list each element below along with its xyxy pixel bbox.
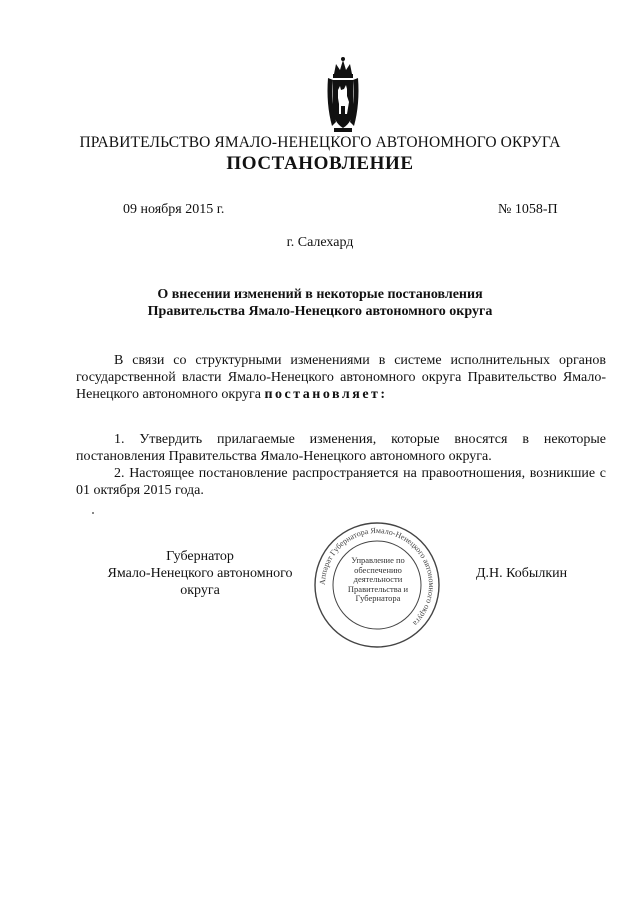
- stamp-center-text: Управление по обеспечению деятельности Правительства и Губернатора: [347, 555, 409, 603]
- signatory-position-line-1: Губернатор: [166, 549, 234, 564]
- stamp-ring-text: Аппарат Губернатора Ямало-Ненецкого автономного округа: [317, 525, 437, 628]
- paragraph-item-2: 2. Настоящее постановление распространяется на правоотношения, возникшие с 01 октября 2015 года.: [76, 466, 606, 498]
- signatory-position: [100, 548, 300, 599]
- coat-of-arms-icon: [322, 56, 364, 136]
- scan-speck: [92, 512, 94, 514]
- document-city: г. Салехард: [286, 235, 354, 250]
- document-title: [0, 286, 640, 320]
- title-line-1: О внесении изменений в некоторые постановления: [157, 287, 483, 302]
- paragraph-item-1: 1. Утвердить прилагаемые изменения, которые вносятся в некоторые постановления Правительства Ямало-Ненецкого автономного округа.: [76, 432, 606, 464]
- preamble-text: В связи со структурными изменениями в системе исполнительных органов государственной власти Ямало-Ненецкого автономного округа Правительство Ямало-Ненецкого автономного округа: [76, 353, 606, 402]
- signatory-position-line-2: Ямало-Ненецкого автономного округа: [107, 566, 293, 598]
- signatory-name: Д.Н. Кобылкин: [476, 566, 568, 581]
- document-type: ПОСТАНОВЛЕНИЕ: [226, 153, 414, 174]
- paragraph-preamble: [76, 352, 606, 403]
- preamble-resolution-word: постановляет:: [264, 387, 388, 402]
- document-date: 09 ноября 2015 г.: [123, 202, 225, 217]
- title-line-2: Правительства Ямало-Ненецкого автономного округа: [147, 304, 493, 319]
- document-number: № 1058-П: [498, 202, 558, 217]
- organization-name: ПРАВИТЕЛЬСТВО ЯМАЛО-НЕНЕЦКОГО АВТОНОМНОГО ОКРУГА: [79, 134, 561, 151]
